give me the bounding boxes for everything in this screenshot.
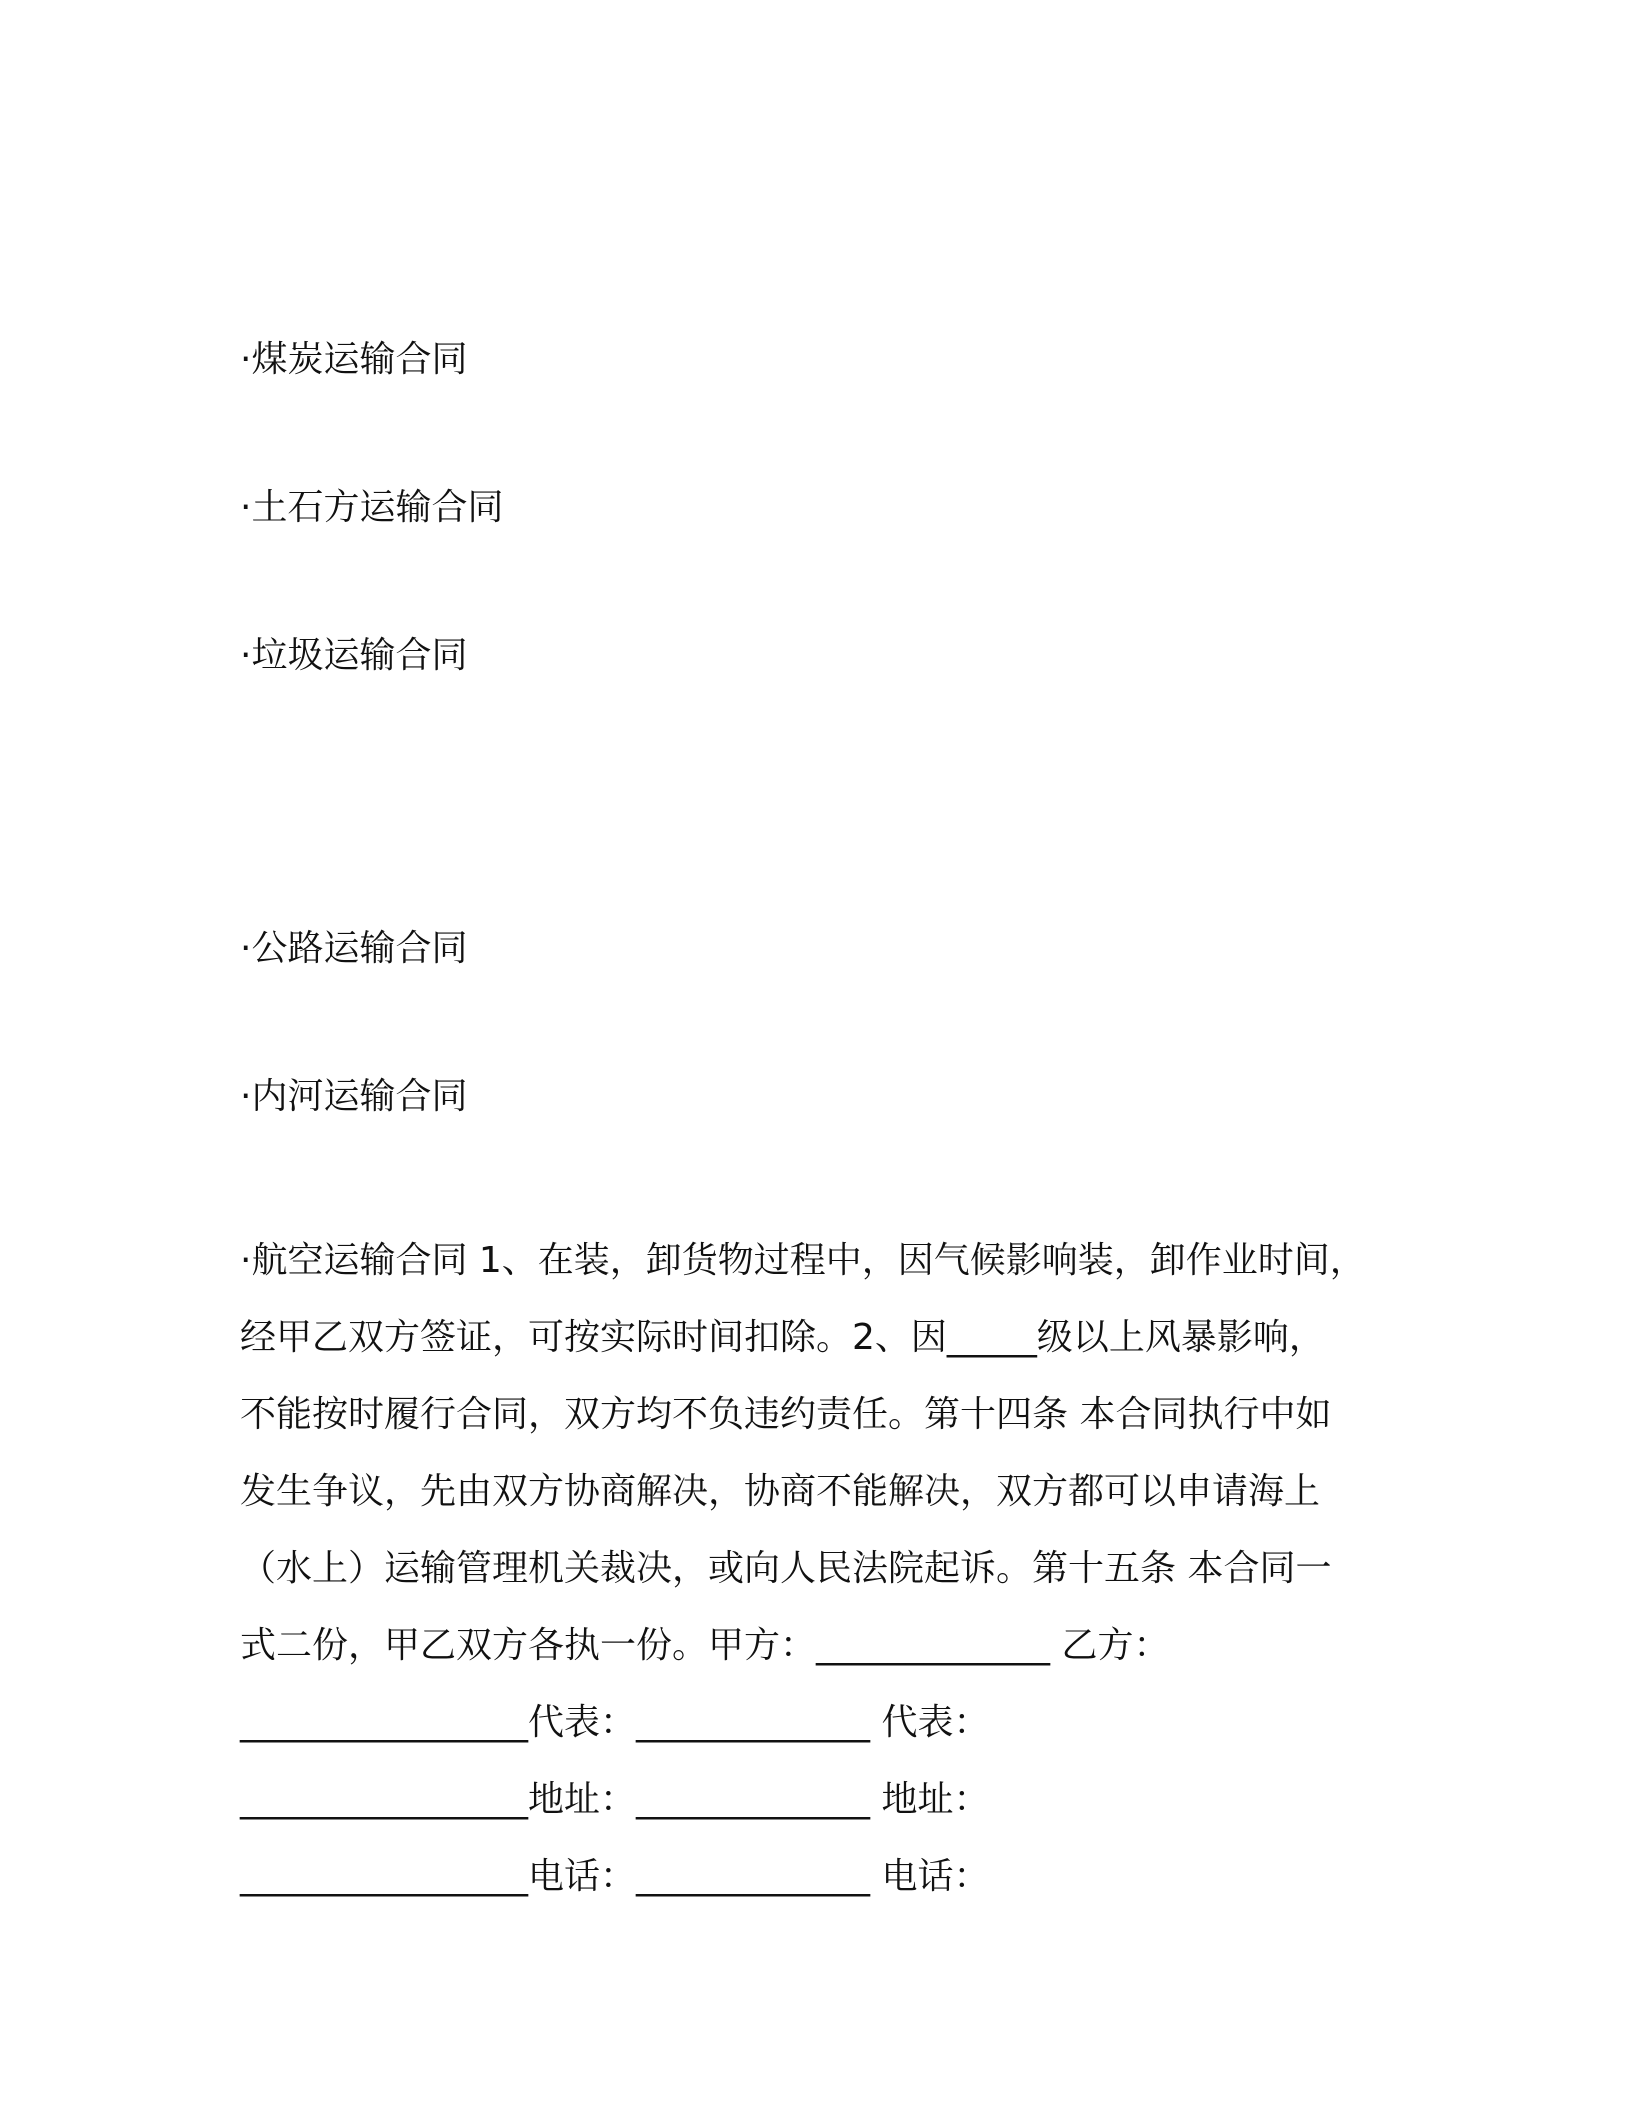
signature-line-address: ________________地址：_____________ 地址： xyxy=(240,1779,990,1820)
list-item-road-transport: ·公路运输合同 xyxy=(240,928,468,969)
list-item-garbage-transport: ·垃圾运输合同 xyxy=(240,635,468,676)
list-item-inland-river-transport: ·内河运输合同 xyxy=(240,1076,468,1117)
signature-line-representative: ________________代表：_____________ 代表： xyxy=(240,1702,990,1743)
paragraph-line: 不能按时履行合同，双方均不负违约责任。第十四条 本合同执行中如 xyxy=(240,1394,1332,1435)
signature-line-phone: ________________电话：_____________ 电话： xyxy=(240,1856,990,1897)
list-item-coal-transport: ·煤炭运输合同 xyxy=(240,339,468,380)
paragraph-line: （水上）运输管理机关裁决，或向人民法院起诉。第十五条 本合同一 xyxy=(240,1548,1332,1589)
list-item-earthwork-transport: ·土石方运输合同 xyxy=(240,487,504,528)
paragraph-line: 式二份，甲乙双方各执一份。甲方：_____________ 乙方： xyxy=(240,1625,1170,1666)
paragraph-line: 发生争议，先由双方协商解决，协商不能解决，双方都可以申请海上 xyxy=(240,1471,1321,1512)
contract-clause-paragraph xyxy=(240,1222,1400,1915)
paragraph-line: 经甲乙双方签证，可按实际时间扣除。2、因_____级以上风暴影响， xyxy=(240,1317,1325,1358)
paragraph-line: ·航空运输合同 1、在装，卸货物过程中，因气候影响装，卸作业时间， xyxy=(240,1240,1366,1281)
